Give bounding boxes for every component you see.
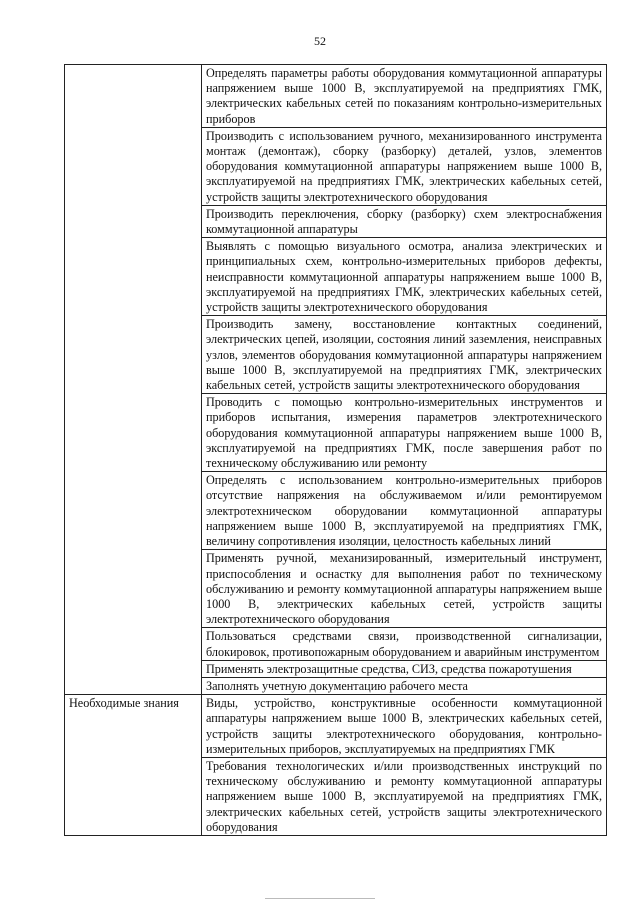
table-row	[65, 65, 607, 128]
skill-item: Производить переключения, сборку (разборку) схем электроснабжения коммутационной аппаратуры	[202, 205, 607, 237]
page-number: 52	[314, 34, 326, 48]
skill-item: Определять параметры работы оборудования коммутационной аппаратуры напряжением выше 1000 В, эксплуатируемой на предприятиях ГМК, электрических кабельных сетей по показаниям контрольно-измерительных приборов	[202, 65, 607, 128]
skill-item: Выявлять с помощью визуального осмотра, анализа электрических и принципиальных схем, контрольно-измерительных приборов дефекты, неисправности коммутационной аппаратуры напряжением выше 1000 В, эксплуатируемой на предприятиях ГМК, электрических кабельных сетей, устройств защиты электротехнического оборудования	[202, 238, 607, 316]
skill-item: Производить с использованием ручного, механизированного инструмента монтаж (демонтаж), сборку (разборку) деталей, узлов, элементов оборудования коммутационной аппаратуры напряжением выше 1000 В, эксплуатируемой на предприятиях ГМК, электрических кабельных сетей, устройств защиты электротехнического оборудования	[202, 127, 607, 205]
section-label	[65, 65, 202, 695]
skill-item: Пользоваться средствами связи, производственной сигнализации, блокировок, противопожарным оборудованием и аварийным инструментом	[202, 628, 607, 660]
skill-item: Производить замену, восстановление контактных соединений, электрических цепей, изоляции, состояния линий заземления, неисправных узлов, элементов оборудования коммутационной аппаратуры напряжением выше 1000 В, эксплуатируемой на предприятиях ГМК, электрических кабельных сетей, устройств защиты электротехнического оборудования	[202, 316, 607, 394]
skill-item: Применять электрозащитные средства, СИЗ, средства пожаротушения	[202, 660, 607, 677]
skill-item: Определять с использованием контрольно-измерительных приборов отсутствие напряжения на обслуживаемом и/или ремонтируемом электротехническом оборудовании коммутационной аппаратуры напряжением выше 1000 В, эксплуатируемой на предприятиях ГМК, величину сопротивления изоляции, целостность кабельных линий	[202, 472, 607, 550]
skill-item: Проводить с помощью контрольно-измерительных инструментов и приборов испытания, измерения параметров электротехнического оборудования коммутационной аппаратуры напряжением выше 1000 В, эксплуатируемой на предприятиях ГМК, после завершения работ по техническому обслуживанию или ремонту	[202, 394, 607, 472]
scan-mark	[265, 898, 375, 899]
table-row	[65, 695, 607, 758]
requirements-table	[64, 64, 607, 836]
knowledge-item: Требования технологических и/или производственных инструкций по техническому обслуживанию и ремонту коммутационной аппаратуры напряжением выше 1000 В, эксплуатируемой на предприятиях ГМК, электрических кабельных сетей, устройств защиты электротехнического оборудования	[202, 757, 607, 835]
skill-item: Заполнять учетную документацию рабочего места	[202, 677, 607, 694]
section-label-required-knowledge: Необходимые знания	[65, 695, 202, 836]
knowledge-item: Виды, устройство, конструктивные особенности коммутационной аппаратуры напряжением выше 1000 В, электрических кабельных сетей, устройств защиты электротехнического оборудования, контрольно-измерительных приборов, эксплуатируемых на предприятиях ГМК	[202, 695, 607, 758]
skill-item: Применять ручной, механизированный, измерительный инструмент, приспособления и оснастку для выполнения работ по техническому обслуживанию и ремонту коммутационной аппаратуры напряжением выше 1000 В, электрических кабельных сетей, устройств защиты электротехнического оборудования	[202, 550, 607, 628]
